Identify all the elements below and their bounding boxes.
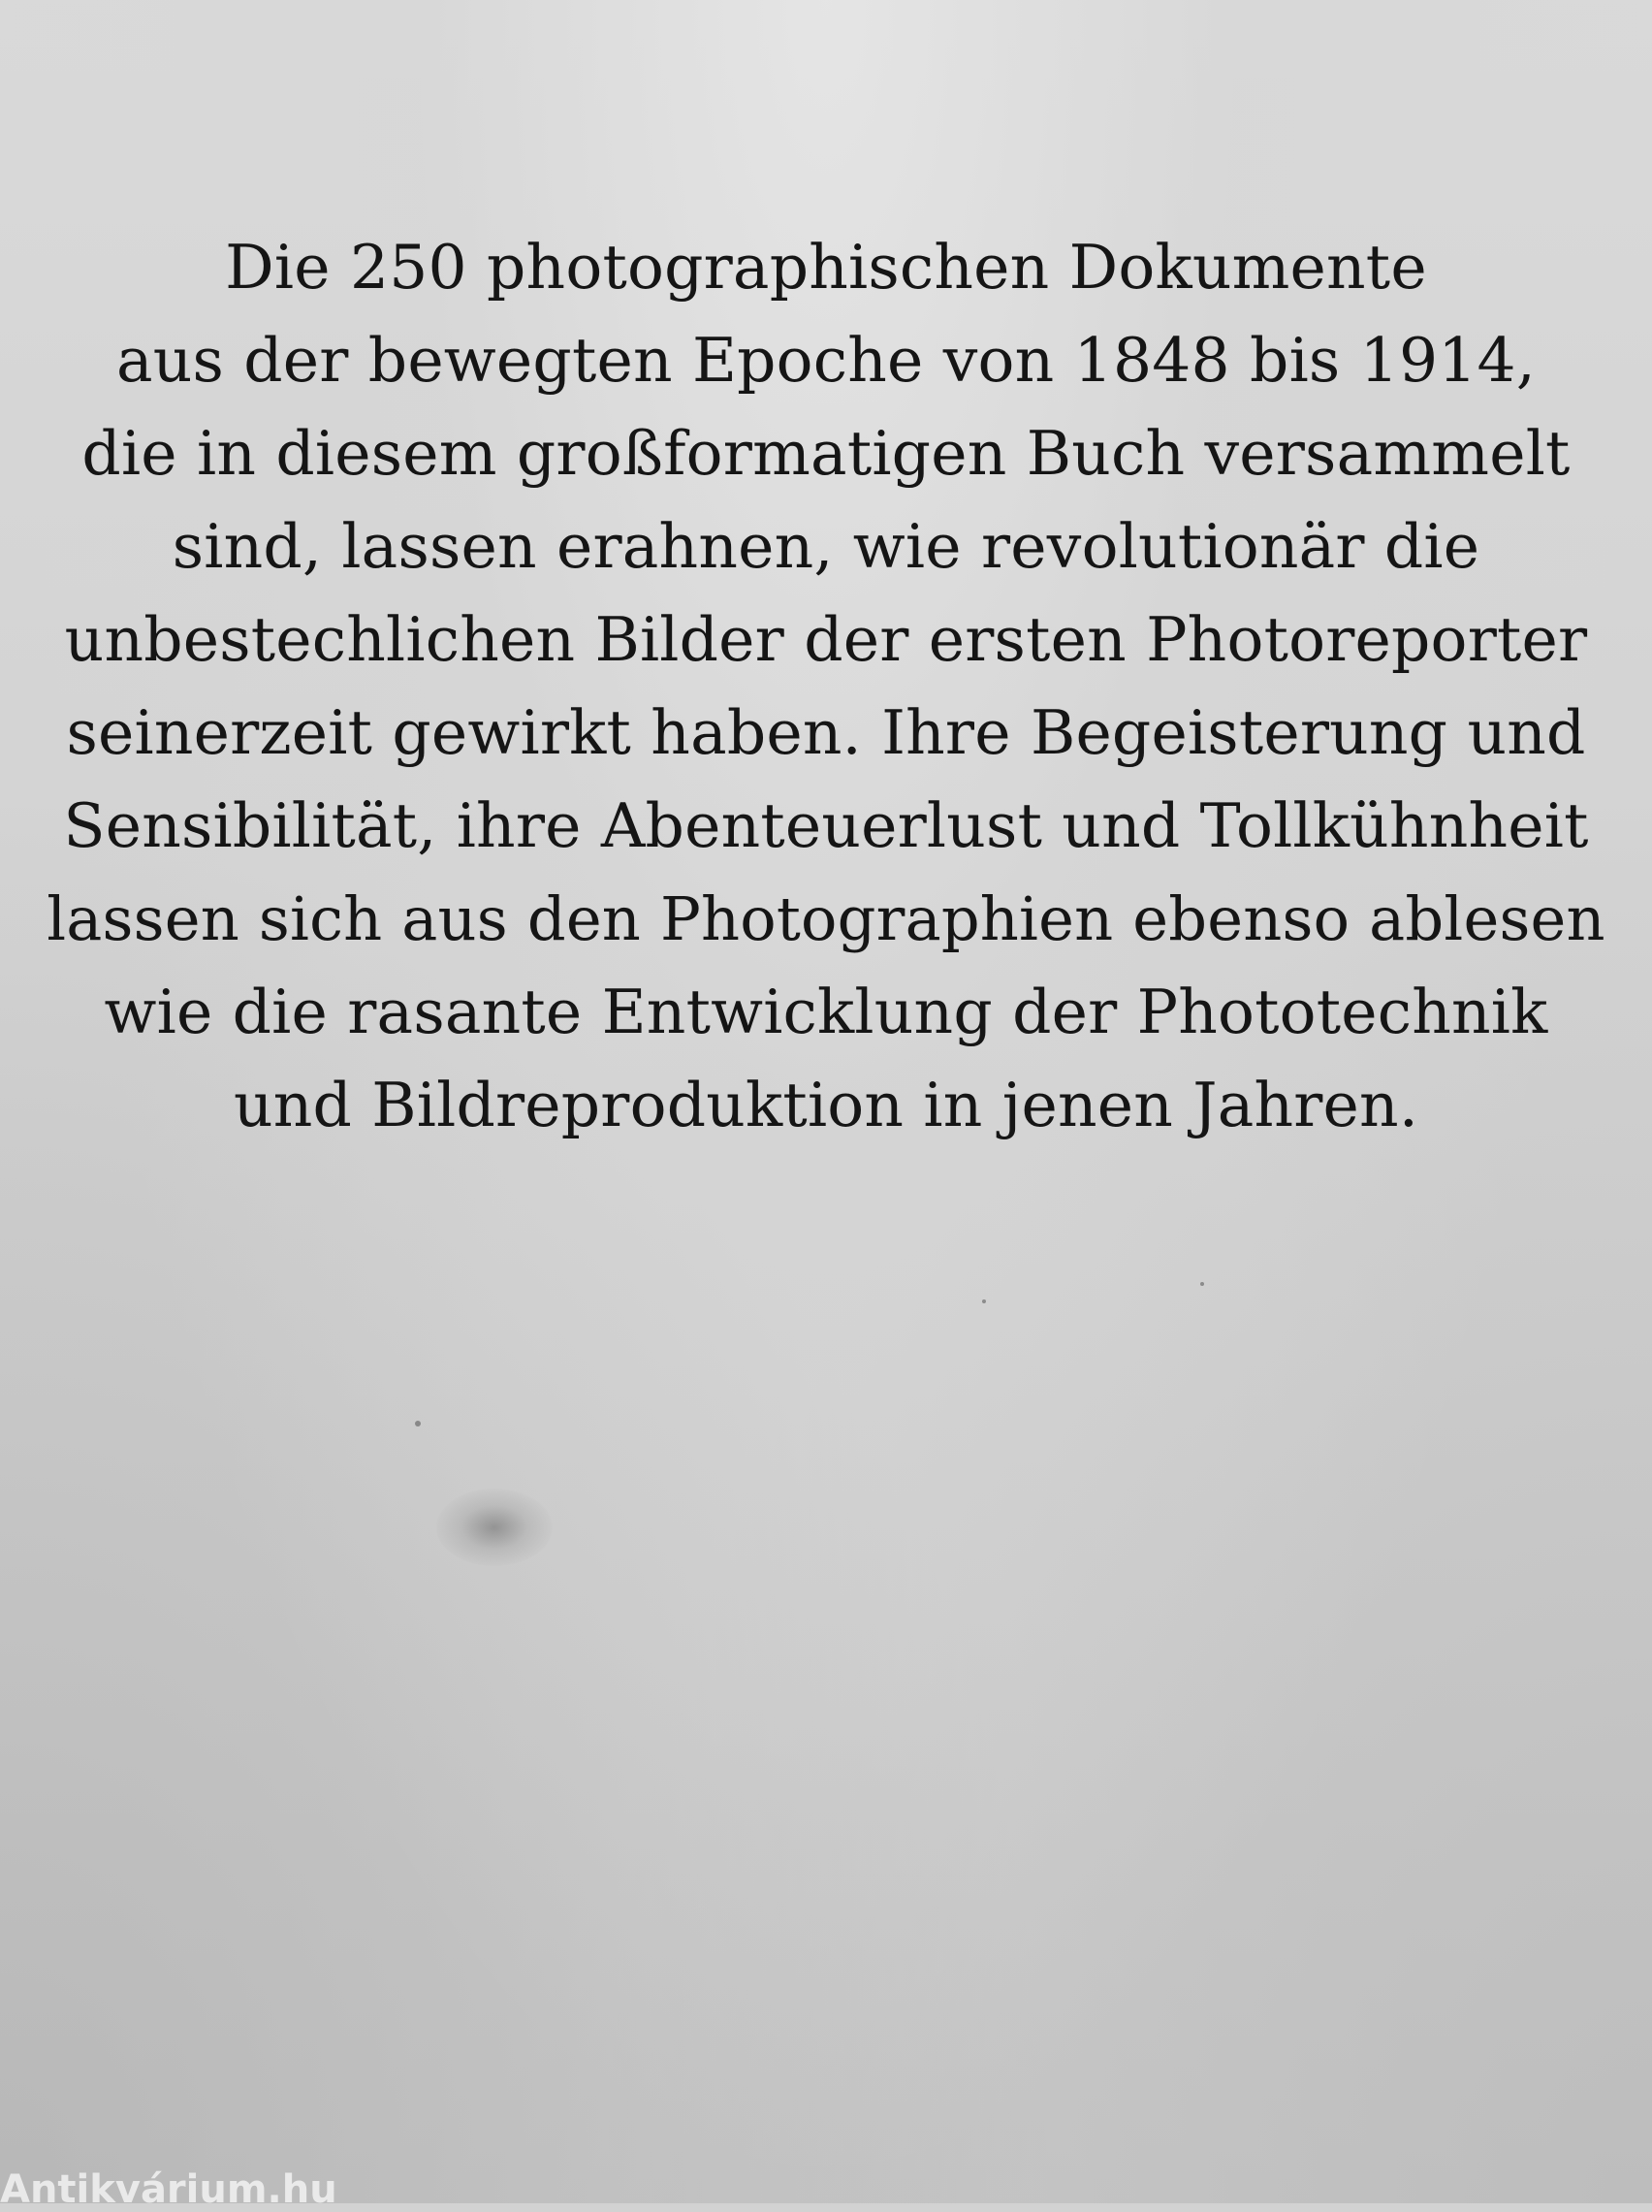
body-text [39,221,1613,1152]
text-line: seinerzeit gewirkt haben. Ihre Begeisterung und [66,697,1586,768]
text-line: wie die rasante Entwicklung der Phototechnik [104,977,1548,1047]
text-line: Die 250 photographischen Dokumente [225,232,1427,303]
text-line: und Bildreproduktion in jenen Jahren. [233,1070,1419,1140]
paper-speck [1200,1282,1204,1286]
text-line: unbestechlichen Bilder der ersten Photoreporter [64,604,1588,675]
paper-speck [982,1299,986,1303]
text-line: die in diesem großformatigen Buch versammelt [81,418,1571,489]
text-line: aus der bewegten Epoche von 1848 bis 1914, [115,325,1537,396]
text-line: Sensibilität, ihre Abenteuerlust und Tollkühnheit [63,790,1589,861]
text-line: lassen sich aus den Photographien ebenso ablesen [47,883,1605,954]
text-line: sind, lassen erahnen, wie revolutionär die [172,511,1480,582]
watermark: Antikvárium.hu [0,2167,337,2212]
paper-speck [415,1421,421,1427]
paper-smudge [436,1489,553,1566]
